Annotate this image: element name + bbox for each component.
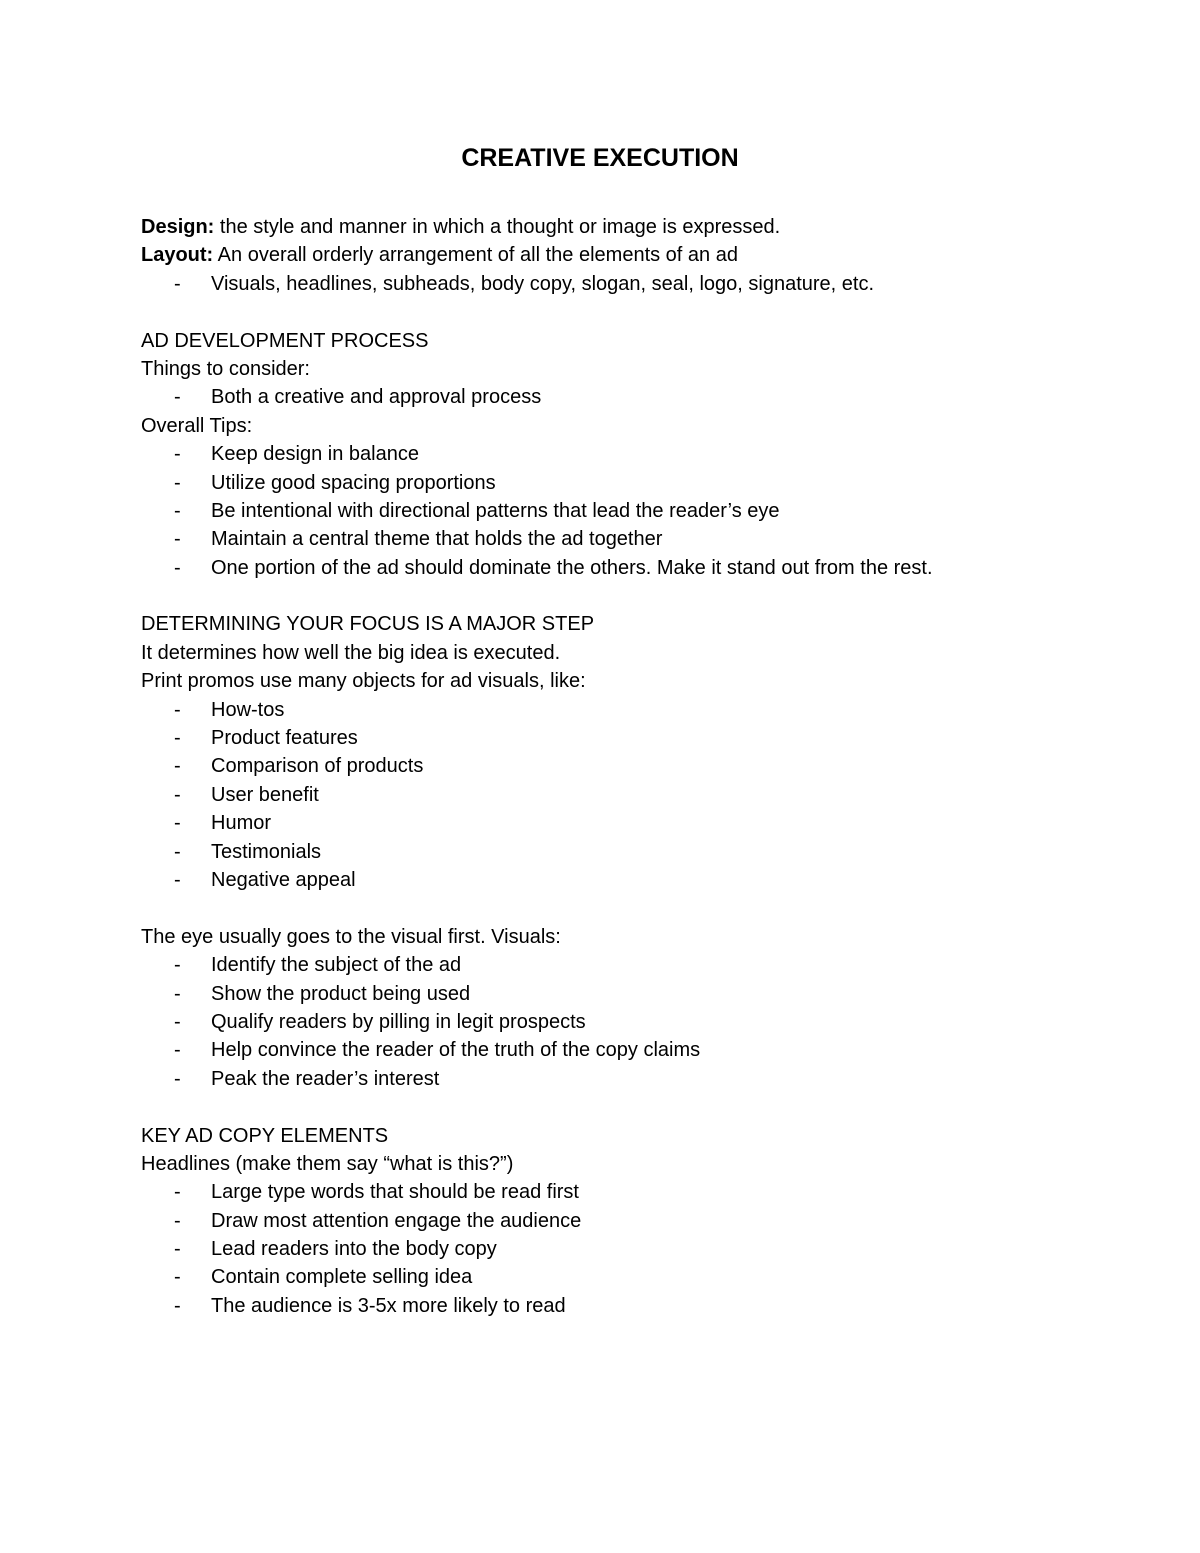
list-item: - Lead readers into the body copy — [141, 1235, 1141, 1263]
bullet-dash: - — [174, 1010, 181, 1033]
consider-label: Things to consider: — [141, 357, 310, 380]
bullet-dash: - — [174, 727, 181, 750]
bullet-dash: - — [174, 443, 181, 466]
list-item: - Qualify readers by pilling in legit prospects — [141, 1008, 1141, 1036]
section-heading-ad-development: AD DEVELOPMENT PROCESS — [141, 329, 429, 352]
bullet-dash: - — [174, 1039, 181, 1062]
bullet-dash: - — [174, 272, 181, 295]
headlines-label: Headlines (make them say “what is this?”) — [141, 1152, 514, 1175]
bullet-dash: - — [174, 386, 181, 409]
section-heading-copy-elements: KEY AD COPY ELEMENTS — [141, 1124, 389, 1147]
list-item: - Large type words that should be read first — [141, 1178, 1141, 1206]
bullet-dash: - — [174, 556, 181, 579]
list-item: - Product features — [141, 724, 1141, 752]
bullet-dash: - — [174, 698, 181, 721]
spacer — [141, 894, 1141, 922]
bullet-dash: - — [174, 812, 181, 835]
bullet-dash: - — [174, 1266, 181, 1289]
list-item: - Maintain a central theme that holds the ad together — [141, 525, 1141, 553]
list-item: - Keep design in balance — [141, 440, 1141, 468]
spacer — [141, 1093, 1141, 1121]
bullet-dash: - — [174, 499, 181, 522]
bullet-dash: - — [174, 868, 181, 891]
layout-definition — [141, 241, 1141, 269]
list-item: - One portion of the ad should dominate the others. Make it stand out from the rest. — [141, 554, 1141, 582]
bullet-dash: - — [174, 1294, 181, 1317]
layout-term: Layout: — [141, 244, 214, 267]
list-item: - Negative appeal — [141, 866, 1141, 894]
list-item: - Draw most attention engage the audience — [141, 1207, 1141, 1235]
list-item: - User benefit — [141, 781, 1141, 809]
list-item: - Show the product being used — [141, 980, 1141, 1008]
list-item: - Comparison of products — [141, 752, 1141, 780]
list-item: - How-tos — [141, 696, 1141, 724]
focus-line-2: Print promos use many objects for ad visuals, like: — [141, 670, 586, 693]
design-definition — [141, 213, 1141, 241]
spacer — [141, 298, 1141, 326]
bullet-dash: - — [174, 528, 181, 551]
bullet-dash: - — [174, 1238, 181, 1261]
bullet-dash: - — [174, 982, 181, 1005]
bullet-dash: - — [174, 1181, 181, 1204]
section-heading-focus: DETERMINING YOUR FOCUS IS A MAJOR STEP — [141, 613, 595, 636]
list-item: - Peak the reader’s interest — [141, 1065, 1141, 1093]
design-text: the style and manner in which a thought or image is expressed. — [214, 216, 781, 238]
page-title: CREATIVE EXECUTION — [461, 144, 739, 172]
bullet-dash: - — [174, 840, 181, 863]
document-body — [141, 213, 1141, 1320]
list-item: - Be intentional with directional patterns that lead the reader’s eye — [141, 497, 1141, 525]
list-item: - Both a creative and approval process — [141, 383, 1141, 411]
bullet-dash: - — [174, 783, 181, 806]
layout-text: An overall orderly arrangement of all the elements of an ad — [213, 244, 738, 267]
bullet-dash: - — [174, 1067, 181, 1090]
focus-line-1: It determines how well the big idea is executed. — [141, 641, 561, 664]
list-item: - Humor — [141, 809, 1141, 837]
list-item: - Utilize good spacing proportions — [141, 469, 1141, 497]
list-item: - Visuals, headlines, subheads, body copy, slogan, seal, logo, signature, etc. — [141, 270, 1141, 298]
visuals-intro: The eye usually goes to the visual first. Visuals: — [141, 925, 561, 948]
tips-label: Overall Tips: — [141, 414, 253, 437]
bullet-dash: - — [174, 471, 181, 494]
list-item: - Testimonials — [141, 838, 1141, 866]
bullet-dash: - — [174, 755, 181, 778]
bullet-dash: - — [174, 1209, 181, 1232]
bullet-dash: - — [174, 954, 181, 977]
spacer — [141, 582, 1141, 610]
design-term: Design: — [141, 216, 215, 238]
list-item: - Contain complete selling idea — [141, 1263, 1141, 1291]
list-item: - Identify the subject of the ad — [141, 951, 1141, 979]
list-item: - The audience is 3-5x more likely to read — [141, 1292, 1141, 1320]
list-item: - Help convince the reader of the truth of the copy claims — [141, 1036, 1141, 1064]
